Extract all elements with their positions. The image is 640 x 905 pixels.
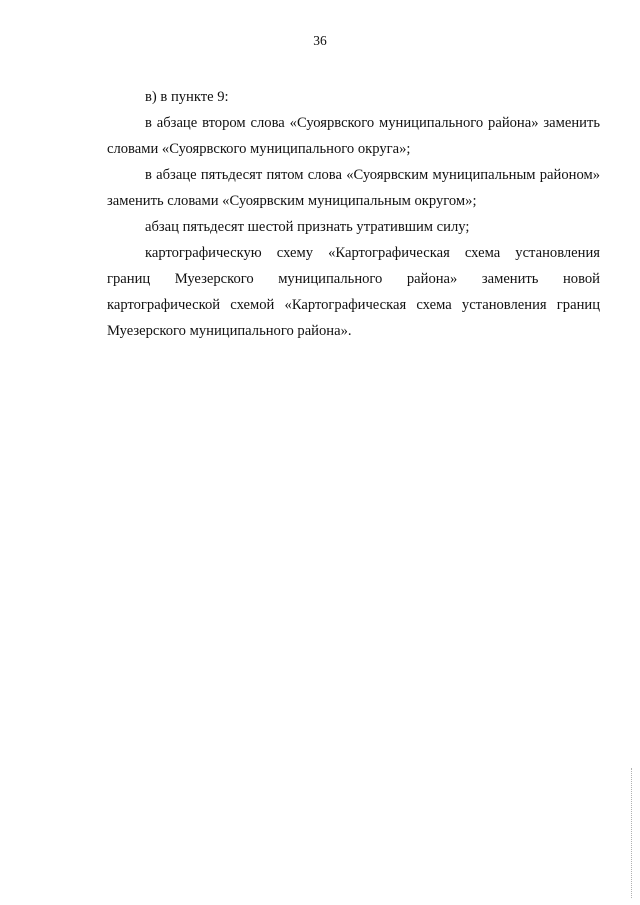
paragraph-map-scheme: картографическую схему «Картографическая схема установления границ Муезерского муниципального района» заменить новой картографической схемой «Картографическая схема установления границ Муезерского муниципального района». (107, 245, 600, 339)
paragraph-item-v: в) в пункте 9: (145, 89, 229, 105)
paragraph-abzac-vtoroi: в абзаце втором слова «Суоярвского муниципального района» заменить словами «Суоярвского муниципального округа»; (107, 115, 600, 157)
paragraph-abzac-55: в абзаце пятьдесят пятом слова «Суоярвским муниципальным районом» заменить словами «Суоярвским муниципальным округом»; (107, 167, 600, 209)
document-body (107, 84, 600, 344)
margin-mark (631, 768, 633, 898)
page-number: 36 (313, 33, 327, 48)
paragraph-abzac-56: абзац пятьдесят шестой признать утратившим силу; (145, 219, 470, 235)
